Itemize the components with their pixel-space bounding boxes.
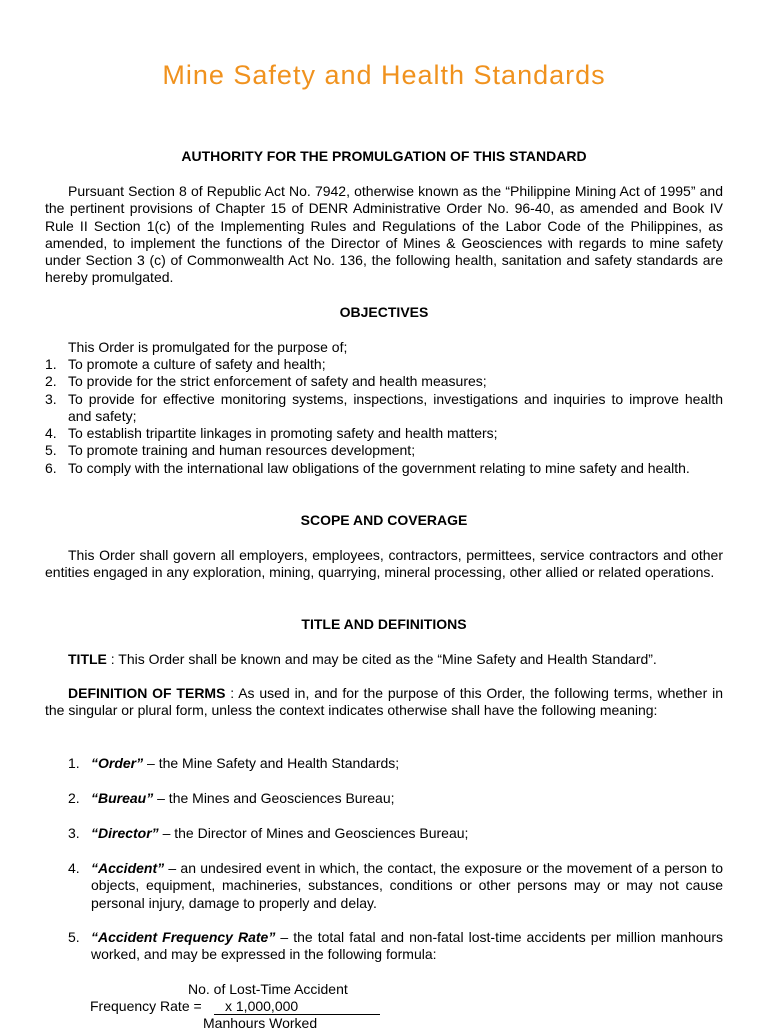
objectives-heading: OBJECTIVES <box>339 304 429 320</box>
objectives-list <box>45 356 723 477</box>
definition-of-terms-paragraph: DEFINITION OF TERMS : As used in, and for the purpose of this Order, the following terms, whether in the singular or plural form, unless the context indicates otherwise shall have the following meaning: <box>45 685 723 719</box>
list-item: 4. To establish tripartite linkages in promoting safety and health matters; <box>45 425 498 442</box>
list-item: 2. To provide for the strict enforcement of safety and health measures; <box>45 373 487 390</box>
list-item: 5. To promote training and human resources development; <box>45 442 416 459</box>
title-definitions-heading: TITLE AND DEFINITIONS <box>301 616 467 632</box>
scope-paragraph: This Order shall govern all employers, employees, contractors, permittees, service contractors and other entities engaged in any exploration, mining, quarrying, mineral processing, other allied or related operations. <box>45 547 723 581</box>
title-label: TITLE <box>68 651 107 667</box>
definition-item: 5. “Accident Frequency Rate” – the total fatal and non-fatal lost-time accidents per million manhours worked, and may be expressed in the following formula: <box>68 929 723 963</box>
formula-label: Frequency Rate = <box>90 998 202 1014</box>
title-paragraph: TITLE : This Order shall be known and may be cited as the “Mine Safety and Health Standard”. <box>68 651 657 667</box>
formula-denominator: Manhours Worked <box>203 1015 318 1031</box>
formula-numerator: No. of Lost-Time Accident <box>188 981 348 997</box>
list-item: 3. To provide for effective monitoring systems, inspections, investigations and inquiries to improve health and safety; <box>45 390 723 424</box>
definition-item: 4. “Accident” – an undesired event in which, the contact, the exposure or the movement of a person to objects, equipment, machineries, substances, conditions or other persons may or may not cause personal injury, damage to properly and delay. <box>68 860 723 911</box>
document-title: Mine Safety and Health Standards <box>162 60 606 90</box>
definition-item: 1. “Order” – the Mine Safety and Health Standards; <box>68 755 400 771</box>
definition-of-terms-label: DEFINITION OF TERMS <box>68 685 226 701</box>
list-item: 1. To promote a culture of safety and health; <box>45 356 326 372</box>
definition-item: 3. “Director” – the Director of Mines and Geosciences Bureau; <box>68 825 469 841</box>
list-item: 6. To comply with the international law obligations of the government relating to mine safety and health. <box>45 459 690 476</box>
definition-item: 2. “Bureau” – the Mines and Geosciences Bureau; <box>68 790 395 806</box>
objectives-intro: This Order is promulgated for the purpose of; <box>68 339 348 355</box>
scope-heading: SCOPE AND COVERAGE <box>300 512 468 528</box>
authority-heading: AUTHORITY FOR THE PROMULGATION OF THIS STANDARD <box>181 148 587 164</box>
authority-paragraph: Pursuant Section 8 of Republic Act No. 7942, otherwise known as the “Philippine Mining Act of 1995” and the pertinent provisions of Chapter 15 of DENR Administrative Order No. 96-40, as amended and Book IV Rule II Section 1(c) of the Implementing Rules and Regulations of the Labor Code of the Philippines, as amended, to implement the functions of the Director of Mines & Geosciences with regards to mine safety under Section 3 (c) of Commonwealth Act No. 136, the following health, sanitation and safety standards are hereby promulgated. <box>45 183 723 286</box>
formula-multiplier: x 1,000,000 <box>225 998 299 1014</box>
